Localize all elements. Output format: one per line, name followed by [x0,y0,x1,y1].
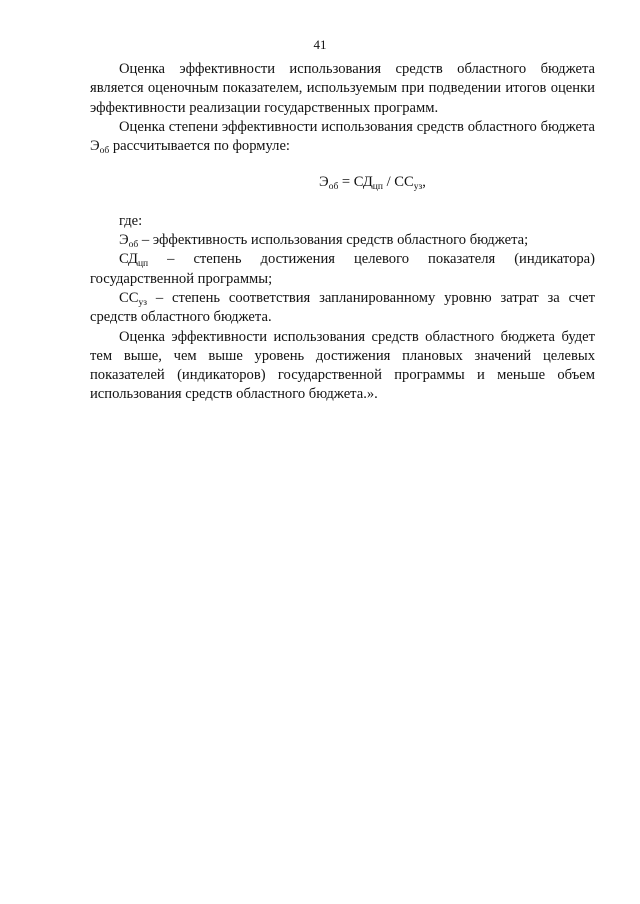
formula-rhs-subscript: уз [413,182,423,193]
definition-target-achievement [90,250,595,289]
definition-text: – эффективность использования средств областного бюджета; [138,232,529,249]
where-label: где: [119,212,143,229]
definition-text: – степень достижения целевого показателя (индикатора) государственной программы; [90,251,595,287]
definition-efficiency [90,231,595,250]
definition-symbol: Э [119,232,129,249]
formula-tail: , [422,174,426,191]
formula-lhs-subscript: об [328,182,339,193]
formula-equals: = СД [338,174,373,191]
definition-text: – степень соответствия запланированному уровню затрат за счет средств областного бюджета. [90,289,595,326]
definition-cost-compliance [90,289,595,328]
formula-divide: / СС [382,174,414,191]
formula [90,173,595,192]
definition-symbol: СД [119,251,138,268]
definition-symbol: СС [119,289,139,306]
text-segment: рассчитывается по формуле: [109,138,290,155]
definition-subscript: уз [138,297,147,308]
page-number: 41 [313,37,327,52]
paragraph-intro: Оценка эффективности использования средств областного бюджета является оценочным показателем, используемым при подведении итогов оценки эффективности реализации государственных программ. [90,61,595,116]
paragraph-formula-intro [90,118,595,157]
formula-mid-subscript: цп [372,182,383,193]
definition-subscript: цп [137,259,149,270]
formula-lhs: Э [319,174,329,191]
paragraph-conclusion: Оценка эффективности использования средств областного бюджета будет тем выше, чем выше уровень достижения плановых значений целевых показателей (индикаторов) государственной программы и меньше объем использования средств областного бюджета.». [90,328,595,403]
definition-subscript: об [128,240,139,251]
text-segment: Оценка степени эффективности использования средств областного бюджета Э [90,118,595,155]
subscript: об [99,146,110,157]
document-body [90,60,595,405]
